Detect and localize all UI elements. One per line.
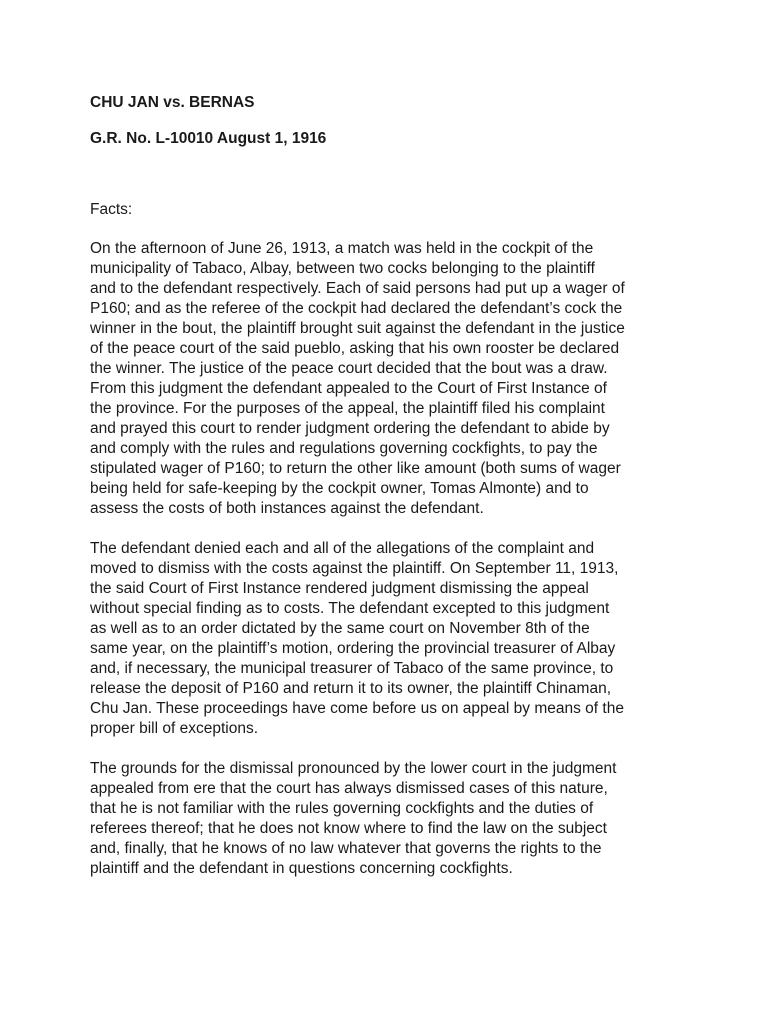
text-line: the winner. The justice of the peace court decided that the bout was a draw. bbox=[90, 360, 608, 377]
text-line: From this judgment the defendant appealed to the Court of First Instance of bbox=[90, 380, 607, 397]
case-title: CHU JAN vs. BERNAS bbox=[90, 94, 255, 111]
text-line: of the peace court of the said pueblo, asking that his own rooster be declared bbox=[90, 340, 620, 357]
text-line: proper bill of exceptions. bbox=[90, 720, 259, 737]
text-line: plaintiff and the defendant in questions concerning cockfights. bbox=[90, 860, 513, 877]
text-line: and comply with the rules and regulations governing cockfights, to pay the bbox=[90, 440, 598, 457]
text-line: The grounds for the dismissal pronounced by the lower court in the judgment bbox=[90, 760, 617, 777]
text-line: P160; and as the referee of the cockpit had declared the defendant’s cock the bbox=[90, 300, 623, 317]
facts-paragraph-2 bbox=[90, 539, 690, 739]
text-line: municipality of Tabaco, Albay, between two cocks belonging to the plaintiff bbox=[90, 260, 595, 277]
text-line: without special finding as to costs. The defendant excepted to this judgment bbox=[90, 600, 610, 617]
text-line: referees thereof; that he does not know where to find the law on the subject bbox=[90, 820, 607, 837]
text-line: and prayed this court to render judgment ordering the defendant to abide by bbox=[90, 420, 610, 437]
facts-paragraph-3 bbox=[90, 759, 690, 879]
text-line: Chu Jan. These proceedings have come before us on appeal by means of the bbox=[90, 700, 624, 717]
text-line: being held for safe-keeping by the cockpit owner, Tomas Almonte) and to bbox=[90, 480, 589, 497]
text-line: as well as to an order dictated by the same court on November 8th of the bbox=[90, 620, 590, 637]
text-line: and, if necessary, the municipal treasurer of Tabaco of the same province, to bbox=[90, 660, 614, 677]
text-line: the province. For the purposes of the appeal, the plaintiff filed his complaint bbox=[90, 400, 605, 417]
text-line: release the deposit of P160 and return it to its owner, the plaintiff Chinaman, bbox=[90, 680, 612, 697]
text-line: and to the defendant respectively. Each of said persons had put up a wager of bbox=[90, 280, 625, 297]
text-line: and, finally, that he knows of no law whatever that governs the rights to the bbox=[90, 840, 602, 857]
text-line: assess the costs of both instances against the defendant. bbox=[90, 500, 484, 517]
document-page bbox=[90, 93, 690, 879]
text-line: winner in the bout, the plaintiff brought suit against the defendant in the justice bbox=[90, 320, 625, 337]
text-line: appealed from ere that the court has always dismissed cases of this nature, bbox=[90, 780, 608, 797]
text-line: The defendant denied each and all of the allegations of the complaint and bbox=[90, 540, 595, 557]
text-line: stipulated wager of P160; to return the other like amount (both sums of wager bbox=[90, 460, 621, 477]
facts-heading: Facts: bbox=[90, 201, 133, 218]
case-citation: G.R. No. L-10010 August 1, 1916 bbox=[90, 130, 327, 147]
text-line: moved to dismiss with the costs against the plaintiff. On September 11, 1913, bbox=[90, 560, 619, 577]
text-line: On the afternoon of June 26, 1913, a match was held in the cockpit of the bbox=[90, 240, 594, 257]
text-line: the said Court of First Instance rendered judgment dismissing the appeal bbox=[90, 580, 589, 597]
text-line: same year, on the plaintiff’s motion, ordering the provincial treasurer of Albay bbox=[90, 640, 616, 657]
text-line: that he is not familiar with the rules governing cockfights and the duties of bbox=[90, 800, 594, 817]
facts-paragraph-1 bbox=[90, 239, 690, 519]
